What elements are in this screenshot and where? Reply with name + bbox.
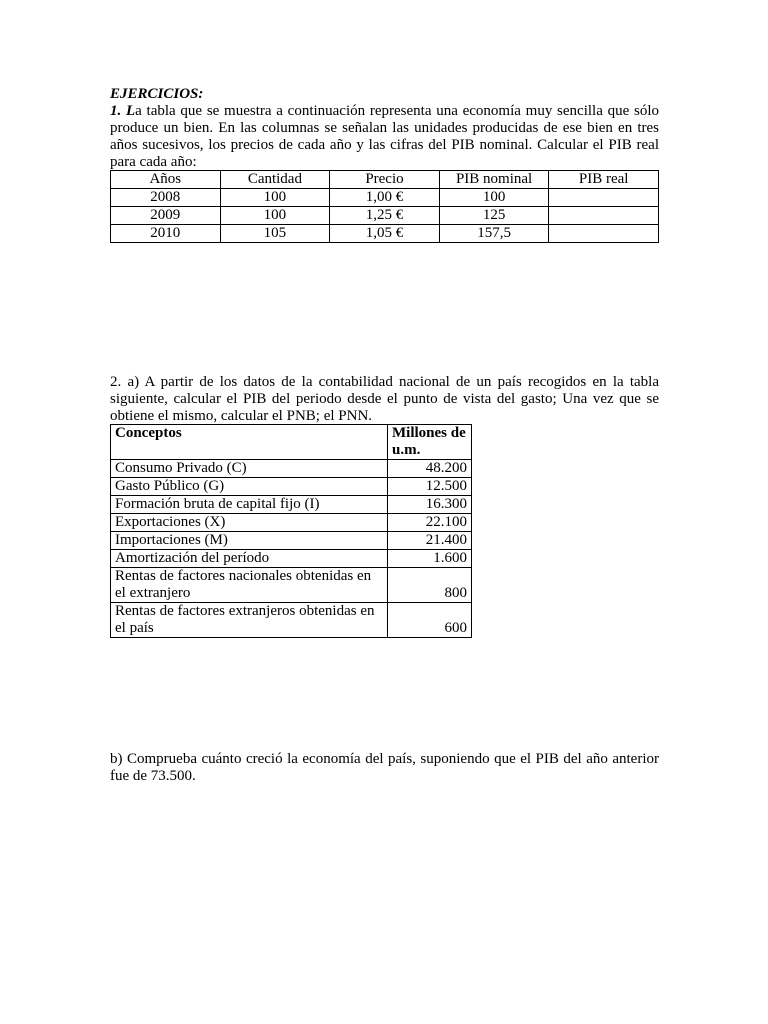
gdp-header-years: Años	[111, 171, 221, 189]
gdp-cell-price: 1,05 €	[330, 225, 440, 243]
table-row	[111, 460, 472, 478]
value-cell: 800	[388, 568, 472, 603]
gdp-cell-nominal: 157,5	[439, 225, 549, 243]
table-row	[111, 478, 472, 496]
table-row	[111, 514, 472, 532]
concept-cell: Gasto Público (G)	[111, 478, 388, 496]
national-accounts-header-row	[111, 425, 472, 460]
table-row	[111, 496, 472, 514]
gdp-header-quantity: Cantidad	[220, 171, 330, 189]
gdp-cell-price: 1,25 €	[330, 207, 440, 225]
exercises-heading: EJERCICIOS:	[110, 86, 204, 102]
table-row	[111, 225, 659, 243]
gdp-cell-real	[549, 225, 659, 243]
gdp-cell-real	[549, 207, 659, 225]
concept-cell: Consumo Privado (C)	[111, 460, 388, 478]
gdp-cell-year: 2010	[111, 225, 221, 243]
concept-cell: Rentas de factores extranjeros obtenidas en el país	[111, 603, 388, 638]
table-row	[111, 603, 472, 638]
concept-cell: Rentas de factores nacionales obtenidas en el extranjero	[111, 568, 388, 603]
gdp-cell-year: 2008	[111, 189, 221, 207]
exercise-1-intro	[110, 86, 659, 171]
concept-cell: Formación bruta de capital fijo (I)	[111, 496, 388, 514]
national-accounts-table	[110, 424, 472, 638]
concept-cell: Amortización del período	[111, 550, 388, 568]
gdp-cell-year: 2009	[111, 207, 221, 225]
gdp-table	[110, 170, 659, 243]
concept-cell: Exportaciones (X)	[111, 514, 388, 532]
gdp-header-real: PIB real	[549, 171, 659, 189]
header-concepts: Conceptos	[111, 425, 388, 460]
value-cell: 600	[388, 603, 472, 638]
table-row	[111, 550, 472, 568]
gdp-header-price: Precio	[330, 171, 440, 189]
gdp-cell-real	[549, 189, 659, 207]
value-cell: 1.600	[388, 550, 472, 568]
exercise-1-statement	[110, 103, 659, 171]
header-millions: Millones de u.m.	[388, 425, 472, 460]
gdp-cell-quantity: 100	[220, 207, 330, 225]
exercise-2a-statement: 2. a) A partir de los datos de la contabilidad nacional de un país recogidos en la tabla siguiente, calcular el PIB del periodo desde el punto de vista del gasto; Una vez que se obtiene el mismo, calcular el PNB; el PNN.	[110, 374, 659, 424]
table-row	[111, 189, 659, 207]
gdp-cell-quantity: 105	[220, 225, 330, 243]
gdp-cell-price: 1,00 €	[330, 189, 440, 207]
exercise-1-text: a tabla que se muestra a continuación representa una economía muy sencilla que sólo produce un bien. En las columnas se señalan las unidades producidas de ese bien en tres años sucesivos, los precios de cada año y las cifras del PIB nominal. Calcular el PIB real para cada año:	[110, 103, 660, 170]
gdp-cell-quantity: 100	[220, 189, 330, 207]
value-cell: 12.500	[388, 478, 472, 496]
value-cell: 16.300	[388, 496, 472, 514]
gdp-header-nominal: PIB nominal	[439, 171, 549, 189]
exercise-1-number: 1. L	[110, 103, 136, 119]
gdp-table-header-row	[111, 171, 659, 189]
value-cell: 48.200	[388, 460, 472, 478]
table-row	[111, 532, 472, 550]
concept-cell: Importaciones (M)	[111, 532, 388, 550]
gdp-cell-nominal: 125	[439, 207, 549, 225]
gdp-cell-nominal: 100	[439, 189, 549, 207]
value-cell: 22.100	[388, 514, 472, 532]
exercise-2b-statement: b) Comprueba cuánto creció la economía del país, suponiendo que el PIB del año anterior fue de 73.500.	[110, 751, 659, 784]
table-row	[111, 568, 472, 603]
table-row	[111, 207, 659, 225]
value-cell: 21.400	[388, 532, 472, 550]
